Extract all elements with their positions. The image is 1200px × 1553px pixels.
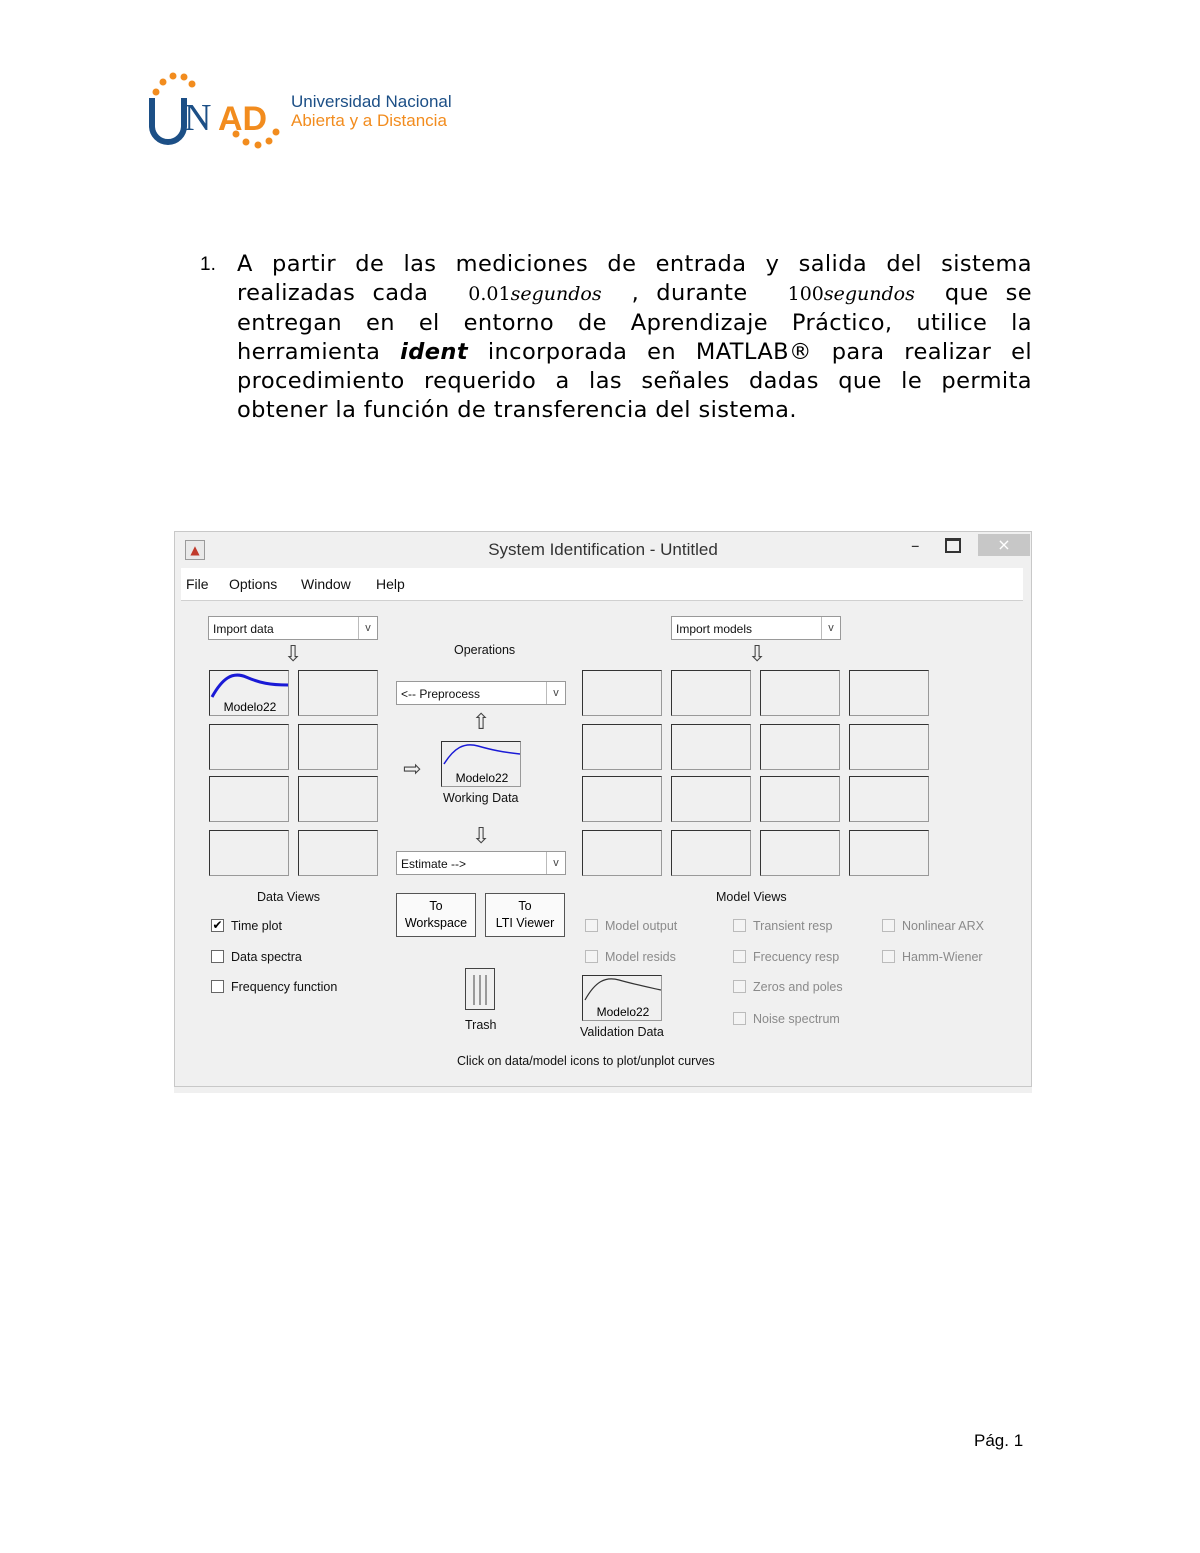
close-button[interactable]: ×	[978, 534, 1030, 556]
model-board-slot[interactable]	[760, 776, 840, 822]
noise-spectrum-checkbox[interactable]	[733, 1012, 746, 1025]
working-data-slot[interactable]	[441, 741, 521, 787]
to-lti-viewer-button[interactable]	[485, 893, 565, 937]
model-board-slot[interactable]	[849, 670, 929, 716]
data-board-slot[interactable]	[298, 670, 378, 716]
frequency-function-checkbox[interactable]	[211, 980, 224, 993]
model-resids-label: Model resids	[605, 950, 676, 964]
model-output-label: Model output	[605, 919, 678, 933]
data-spectra-checkbox[interactable]	[211, 950, 224, 963]
chevron-down-icon: v	[358, 617, 377, 639]
math-duration-unit: segundos	[823, 283, 915, 305]
arrow-down-icon: ⇩	[748, 642, 767, 667]
chevron-down-icon: v	[546, 682, 565, 704]
estimate-dropdown[interactable]	[396, 851, 566, 875]
zeros-poles-label: Zeros and poles	[753, 980, 843, 994]
arrow-down-icon: ⇩	[472, 824, 491, 849]
hamm-wiener-checkbox[interactable]	[882, 950, 895, 963]
to-workspace-line2: Workspace	[404, 916, 468, 930]
frequency-function-label: Frequency function	[231, 980, 338, 994]
model-board-slot[interactable]	[671, 830, 751, 876]
import-models-dropdown[interactable]	[671, 616, 841, 640]
menu-file[interactable]: File	[186, 576, 209, 592]
question-number: 1.	[200, 254, 216, 275]
validation-data-slot[interactable]	[582, 975, 662, 1021]
tool-name: ident	[400, 339, 468, 365]
maximize-button[interactable]	[945, 538, 961, 553]
data-board-slot[interactable]	[209, 830, 289, 876]
data-views-label: Data Views	[257, 890, 320, 904]
data-board-slot-filled[interactable]	[209, 670, 289, 716]
math-duration-value: 100	[787, 283, 824, 305]
model-board-slot[interactable]	[582, 670, 662, 716]
model-board-slot[interactable]	[760, 724, 840, 770]
model-board-slot[interactable]	[849, 724, 929, 770]
nonlinear-arx-checkbox[interactable]	[882, 919, 895, 932]
nonlinear-arx-label: Nonlinear ARX	[902, 919, 984, 933]
to-lti-line1: To	[518, 899, 532, 913]
menu-bar	[181, 568, 1023, 601]
question-text	[237, 250, 1032, 425]
arrow-right-icon: ⇨	[403, 757, 422, 782]
data-board-slot[interactable]	[209, 724, 289, 770]
arrow-up-icon: ⇧	[472, 710, 491, 735]
menu-window[interactable]: Window	[301, 576, 351, 592]
to-workspace-line1: To	[429, 899, 443, 913]
page-number: Pág. 1	[974, 1431, 1024, 1450]
main-panel	[181, 602, 1023, 1080]
question-part-2: , durante	[631, 280, 748, 306]
hamm-wiener-label: Hamm-Wiener	[902, 950, 983, 964]
data-board-slot[interactable]	[298, 830, 378, 876]
time-plot-label: Time plot	[231, 919, 282, 933]
math-duration	[748, 283, 945, 305]
import-data-label: Import data	[213, 622, 274, 636]
model-board-slot[interactable]	[760, 670, 840, 716]
working-data-name: Modelo22	[455, 771, 509, 785]
title-bar	[175, 532, 1031, 568]
menu-help[interactable]: Help	[376, 576, 405, 592]
question-part-1: A partir de las mediciones de entrada y salida del sistema realizadas cada	[237, 251, 1032, 306]
to-workspace-button[interactable]	[396, 893, 476, 937]
model-board-slot[interactable]	[849, 776, 929, 822]
model-board-slot[interactable]	[582, 776, 662, 822]
question-part-4: incorporada en MATLAB® para realizar el procedimiento requerido a las señales dadas que le permita obtener la función de transferencia del sistema.	[237, 339, 1032, 423]
data-board-slot[interactable]	[298, 724, 378, 770]
transient-resp-label: Transient resp	[753, 919, 833, 933]
math-sample-value: 0.01	[468, 283, 511, 305]
data-spectra-label: Data spectra	[231, 950, 302, 964]
system-identification-screenshot	[166, 531, 1032, 1093]
trash-bars-icon	[466, 969, 494, 1009]
validation-data-curve-icon	[583, 976, 661, 1006]
time-plot-checkbox[interactable]: ✔	[212, 918, 223, 932]
logo-line-2: Abierta y a Distancia	[291, 111, 447, 130]
minimize-button[interactable]: –	[911, 536, 920, 556]
matlab-icon: ▲	[185, 540, 205, 560]
noise-spectrum-label: Noise spectrum	[753, 1012, 840, 1026]
data-board-slot[interactable]	[298, 776, 378, 822]
operations-label: Operations	[454, 643, 516, 657]
data-board-slot[interactable]	[209, 776, 289, 822]
logo-line-1: Universidad Nacional	[291, 92, 452, 111]
model-views-label: Model Views	[716, 890, 787, 904]
frequency-resp-checkbox[interactable]	[733, 950, 746, 963]
arrow-down-icon: ⇩	[284, 642, 303, 667]
data-board-label: Modelo22	[223, 700, 277, 714]
model-board-slot[interactable]	[671, 670, 751, 716]
unad-logo-mark	[148, 72, 288, 152]
model-resids-checkbox[interactable]	[585, 950, 598, 963]
working-data-label: Working Data	[443, 791, 519, 805]
svg-text:N: N	[184, 97, 212, 139]
chevron-down-icon: v	[546, 852, 565, 874]
question-part-3: que se entregan en el entorno de Aprendizaje Práctico, utilice la herramienta	[237, 280, 1032, 365]
window-title: System Identification - Untitled	[488, 540, 718, 559]
background-strip	[166, 531, 174, 1093]
import-data-dropdown[interactable]	[208, 616, 378, 640]
trash-icon[interactable]	[465, 968, 495, 1010]
to-lti-line2: LTI Viewer	[495, 916, 555, 930]
model-board-slot[interactable]	[582, 830, 662, 876]
svg-text:AD: AD	[218, 100, 268, 138]
model-board-slot[interactable]	[582, 724, 662, 770]
estimate-label: Estimate -->	[401, 857, 467, 871]
frequency-resp-label: Frecuency resp	[753, 950, 840, 964]
menu-options[interactable]: Options	[229, 576, 278, 592]
trash-label: Trash	[465, 1018, 497, 1032]
model-board-slot[interactable]	[849, 830, 929, 876]
data-curve-icon	[210, 671, 288, 701]
preprocess-dropdown[interactable]	[396, 681, 566, 705]
chevron-down-icon: v	[821, 617, 840, 639]
validation-data-name: Modelo22	[596, 1005, 650, 1019]
model-board-slot[interactable]	[671, 776, 751, 822]
model-board-slot[interactable]	[760, 830, 840, 876]
model-output-checkbox[interactable]	[585, 919, 598, 932]
app-window	[174, 531, 1032, 1087]
math-sample-time	[428, 283, 631, 305]
status-text: Click on data/model icons to plot/unplot curves	[457, 1054, 715, 1068]
import-models-label: Import models	[676, 622, 753, 636]
validation-data-label: Validation Data	[580, 1025, 664, 1039]
preprocess-label: <-- Preprocess	[401, 687, 481, 701]
working-data-curve-icon	[442, 742, 520, 772]
transient-resp-checkbox[interactable]	[733, 919, 746, 932]
math-sample-unit: segundos	[510, 283, 602, 305]
zeros-poles-checkbox[interactable]	[733, 980, 746, 993]
unad-logo-text	[291, 92, 452, 130]
model-board-slot[interactable]	[671, 724, 751, 770]
unad-logo	[148, 72, 468, 152]
